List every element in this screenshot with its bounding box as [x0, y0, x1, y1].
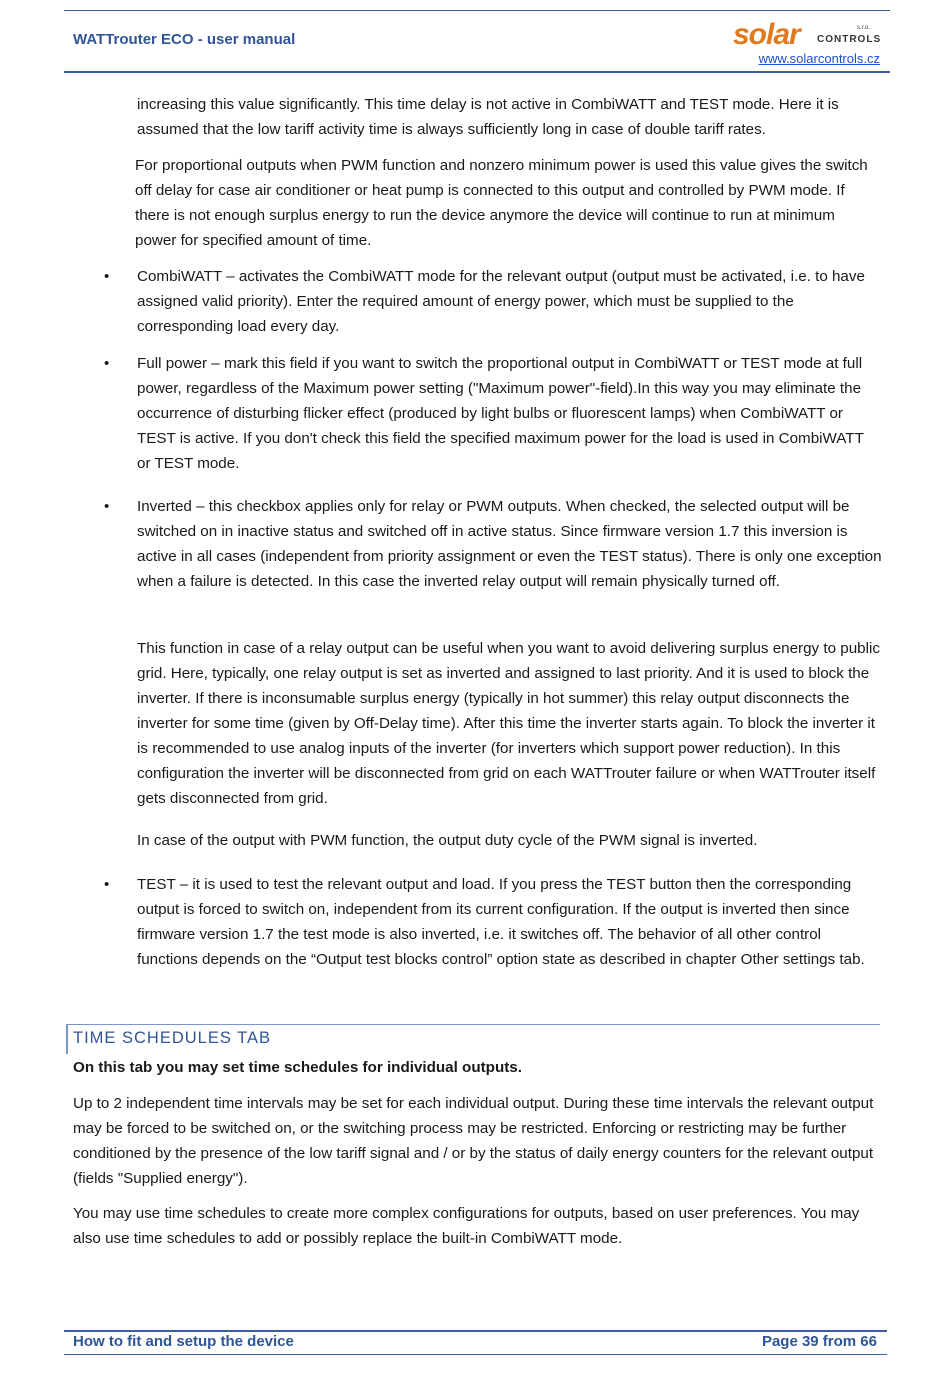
paragraph-inverted-pwm: In case of the output with PWM function, the output duty cycle of the PWM signal is inverted. [137, 832, 758, 849]
paragraph-inverted-relay: This function in case of a relay output can be useful when you want to avoid delivering surplus energy to public grid. Here, typically, one relay output is set as inverted and assigned to last priority. And it is used to block the inverter. If there is inconsumable surplus energy (typically in hot summer) this relay output disconnects the inverter for some time (given by Off-Delay time). After this time the inverter starts again. To block the inverter it is recommended to use analog inputs of the inverter (for inverters which support power reduction). In this configuration the inverter will be disconnected from grid on each WATTrouter failure or when WATTrouter itself gets disconnected from grid. [137, 640, 880, 807]
header-top-rule [64, 10, 890, 11]
section-side-bar [66, 1024, 68, 1054]
footer-top-rule [64, 1330, 887, 1332]
logo-sub-text: CONTROLS [817, 34, 882, 45]
section-heading: TIME SCHEDULES TAB [73, 1029, 272, 1047]
document-title: WATTrouter ECO - user manual [73, 31, 296, 48]
list-item-full-power: Full power – mark this field if you want to switch the proportional output in CombiWATT or TEST mode at full power, regardless of the Maximum power setting ("Maximum power"-field).In this way you may eliminate the occurrence of disturbing flicker effect (produced by light bulbs or fluorescent lamps) when CombiWATT or TEST is active. If you don't check this field the specified maximum power for the load is used in CombiWATT or TEST mode. [137, 355, 864, 472]
list-item-inverted: Inverted – this checkbox applies only for relay or PWM outputs. When checked, the selected output will be switched on in inactive status and switched off in active status. Since firmware version 1.7 this inversion is active in all cases (independent from priority assignment or even the TEST status). There is only one exception when a failure is detected. In this case the inverted relay output will remain physically turned off. [137, 498, 882, 590]
footer-chapter: How to fit and setup the device [73, 1333, 294, 1350]
website-link[interactable]: www.solarcontrols.cz [758, 51, 880, 66]
bullet-marker: • [104, 355, 110, 372]
list-item-test: TEST – it is used to test the relevant output and load. If you press the TEST button then the corresponding output is forced to switch on, independent from its current configuration. If the output is inverted then since firmware version 1.7 the test mode is also inverted, i.e. it switches off. The behavior of all other control functions depends on the “Output test blocks control” option state as described in chapter Other settings tab. [137, 876, 865, 968]
bullet-marker: • [104, 498, 110, 515]
paragraph-time-intervals: Up to 2 independent time intervals may be set for each individual output. During these time intervals the relevant output may be forced to be switched on, or the switching process may be restricted. Enforcing or restricting may be further conditioned by the presence of the low tariff signal and / or by the status of daily energy counters for the relevant output (fields "Supplied energy"). [73, 1095, 874, 1187]
bullet-marker: • [104, 268, 110, 285]
section-rule [66, 1024, 880, 1025]
bullet-marker: • [104, 876, 110, 893]
header-bottom-rule [64, 71, 890, 73]
logo-sro-text: s.r.o. [857, 25, 871, 31]
section-subtitle: On this tab you may set time schedules for individual outputs. [73, 1059, 522, 1076]
page-number: Page 39 from 66 [761, 1333, 877, 1350]
solarcontrols-logo [733, 18, 883, 52]
footer-bottom-rule [64, 1354, 887, 1355]
paragraph-delay-note: increasing this value significantly. This time delay is not active in CombiWATT and TEST mode. Here it is assumed that the low tariff activity time is always sufficiently long in case of double tariff rates. [137, 96, 839, 138]
paragraph-pwm-note: For proportional outputs when PWM function and nonzero minimum power is used this value gives the switch off delay for case air conditioner or heat pump is connected to this output and controlled by PWM mode. If there is not enough surplus energy to run the device anymore the device will continue to run at minimum power for specified amount of time. [135, 157, 868, 249]
list-item-combiwatt: CombiWATT – activates the CombiWATT mode for the relevant output (output must be activated, i.e. to have assigned valid priority). Enter the required amount of energy power, which must be supplied to the corresponding load every day. [137, 268, 865, 335]
paragraph-time-schedules-usage: You may use time schedules to create more complex configurations for outputs, based on user preferences. You may also use time schedules to add or possibly replace the built-in CombiWATT mode. [73, 1205, 860, 1247]
logo-main-text: solar [733, 18, 800, 51]
